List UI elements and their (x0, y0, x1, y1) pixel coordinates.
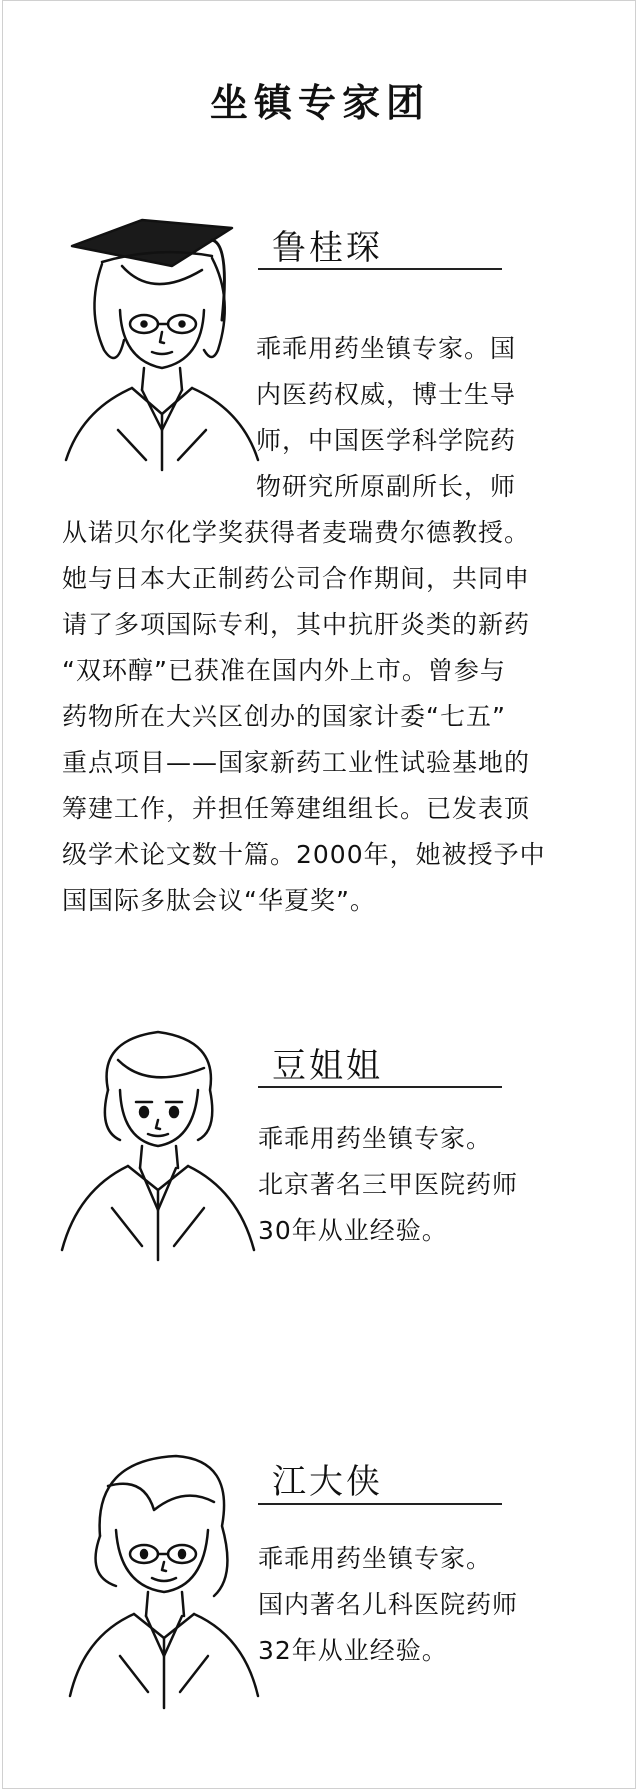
expert-1-bio-line: 内医药权威，博士生导 (256, 380, 517, 409)
expert-2-bio-line: 北京著名三甲医院药师 (258, 1170, 519, 1199)
expert-2-bio-line: 30年从业经验。 (258, 1216, 448, 1245)
expert-2-name: 豆姐姐 (272, 1046, 383, 1086)
expert-1-divider (258, 268, 502, 270)
expert-1-bio-line: 从诺贝尔化学奖获得者麦瑞费尔德教授。 (62, 518, 531, 547)
expert-3-bio (258, 1536, 518, 1674)
expert-1-name: 鲁桂琛 (272, 228, 383, 268)
expert-3-name: 江大侠 (272, 1462, 383, 1502)
expert-2-bio (258, 1116, 518, 1254)
page-title: 坐镇专家团 (209, 81, 430, 125)
expert-2-bio-line: 乖乖用药坐镇专家。 (258, 1124, 493, 1153)
expert-1-bio-line: 重点项目——国家新药工业性试验基地的 (62, 748, 531, 777)
expert-2-portrait (58, 1020, 258, 1270)
expert-3-portrait (64, 1446, 264, 1716)
expert-1-bio-line: 物研究所原副所长，师 (256, 472, 517, 501)
expert-1-bio-line: 请了多项国际专利，其中抗肝炎类的新药 (62, 610, 531, 639)
expert-1-bio-line: 国国际多肽会议“华夏奖”。 (62, 886, 376, 915)
expert-1-bio-line: 乖乖用药坐镇专家。国 (256, 334, 517, 363)
expert-1-bio-line: 药物所在大兴区创办的国家计委“七五” (62, 702, 506, 731)
expert-1-bio-line: 她与日本大正制药公司合作期间，共同申 (62, 564, 531, 593)
expert-1-bio-line: 筹建工作，并担任筹建组组长。已发表顶 (62, 794, 531, 823)
expert-3-bio-line: 32年从业经验。 (258, 1636, 448, 1665)
expert-1-bio (62, 326, 546, 924)
expert-1-bio-line: 级学术论文数十篇。2000年，她被授予中 (62, 840, 546, 869)
expert-1-bio-line: 师，中国医学科学院药 (256, 426, 517, 455)
expert-1-bio-line: “双环醇”已获准在国内外上市。曾参与 (62, 656, 506, 685)
expert-2-divider (258, 1086, 502, 1088)
expert-3-bio-line: 国内著名儿科医院药师 (258, 1590, 519, 1619)
expert-3-divider (258, 1503, 502, 1505)
expert-3-bio-line: 乖乖用药坐镇专家。 (258, 1544, 493, 1573)
